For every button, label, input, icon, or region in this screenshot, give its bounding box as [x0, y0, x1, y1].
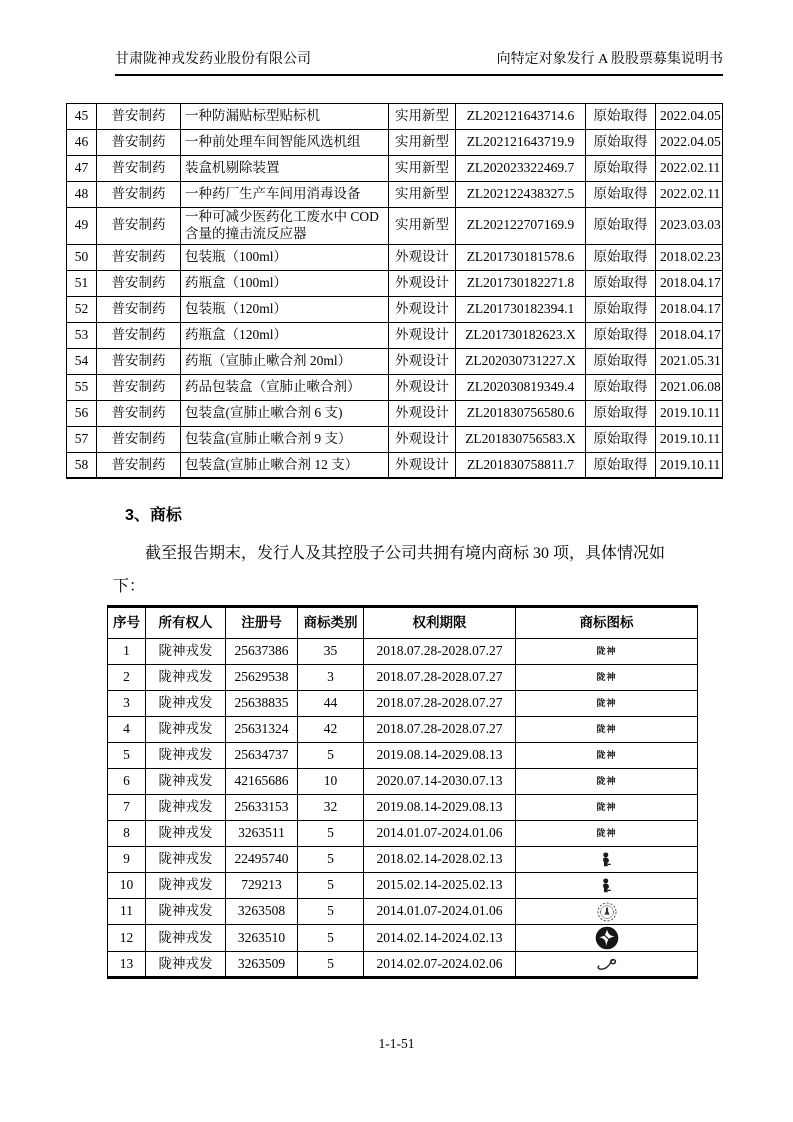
trademark-period: 2014.01.07-2024.01.06 [364, 899, 516, 925]
patent-no: 50 [67, 244, 97, 270]
trademark-reg-number: 42165686 [226, 769, 298, 795]
patent-grant-date: 2021.06.08 [656, 374, 723, 400]
trademark-table-row [108, 717, 698, 743]
trademark-reg-number: 729213 [226, 873, 298, 899]
trademark-period: 2015.02.14-2025.02.13 [364, 873, 516, 899]
patent-owner: 普安制药 [97, 452, 181, 478]
patent-grant-date: 2019.10.11 [656, 400, 723, 426]
figure-seal-icon [601, 878, 612, 893]
trademark-owner: 陇神戎发 [146, 639, 226, 665]
patent-grant-date: 2018.04.17 [656, 322, 723, 348]
patent-number: ZL201830756580.6 [456, 400, 586, 426]
trademark-no: 12 [108, 925, 146, 952]
patent-number: ZL201730182623.X [456, 322, 586, 348]
patent-acquire-method: 原始取得 [586, 426, 656, 452]
trademark-no: 5 [108, 743, 146, 769]
trademark-table-row [108, 925, 698, 952]
patent-table-row [67, 322, 723, 348]
patent-acquire-method: 原始取得 [586, 296, 656, 322]
trademark-period: 2014.02.14-2024.02.13 [364, 925, 516, 952]
patent-owner: 普安制药 [97, 156, 181, 182]
trademark-image-cell [516, 873, 698, 899]
patent-name: 一种防漏贴标型贴标机 [181, 104, 389, 130]
trademark-owner: 陇神戎发 [146, 952, 226, 978]
patent-no: 52 [67, 296, 97, 322]
patent-name: 一种前处理车间智能风选机组 [181, 130, 389, 156]
trademark-owner: 陇神戎发 [146, 691, 226, 717]
patent-table-row [67, 104, 723, 130]
paragraph-line-2: 下： [113, 578, 146, 595]
longshen-wordmark-icon: 陇神 [596, 724, 617, 735]
patent-type: 外观设计 [389, 426, 456, 452]
patent-number: ZL202121643719.9 [456, 130, 586, 156]
trademark-table-row [108, 899, 698, 925]
patent-grant-date: 2019.10.11 [656, 426, 723, 452]
trademark-period: 2018.07.28-2028.07.27 [364, 717, 516, 743]
trademark-class: 5 [298, 873, 364, 899]
patent-type: 外观设计 [389, 322, 456, 348]
patent-owner: 普安制药 [97, 374, 181, 400]
longshen-wordmark-icon: 陇神 [596, 646, 617, 657]
trademark-image-cell [516, 925, 698, 952]
trademark-class: 5 [298, 925, 364, 952]
trademark-owner: 陇神戎发 [146, 743, 226, 769]
patent-table-row [67, 374, 723, 400]
patent-grant-date: 2022.04.05 [656, 130, 723, 156]
patent-owner: 普安制药 [97, 130, 181, 156]
trademark-no: 11 [108, 899, 146, 925]
patent-type: 实用新型 [389, 156, 456, 182]
patent-name: 包装盒(宣肺止嗽合剂 12 支） [181, 452, 389, 478]
longshen-wordmark-icon: 陇神 [596, 802, 617, 813]
trademark-table-row [108, 821, 698, 847]
patent-type: 外观设计 [389, 244, 456, 270]
patent-name: 包装瓶（120ml） [181, 296, 389, 322]
trademark-reg-number: 3263509 [226, 952, 298, 978]
trademark-image-cell [516, 769, 698, 795]
trademark-no: 13 [108, 952, 146, 978]
patent-owner: 普安制药 [97, 270, 181, 296]
patent-name: 包装瓶（100ml） [181, 244, 389, 270]
trademark-period: 2014.02.07-2024.02.06 [364, 952, 516, 978]
trademark-table-row [108, 873, 698, 899]
trademark-no: 7 [108, 795, 146, 821]
trademark-class: 44 [298, 691, 364, 717]
patent-number: ZL201730182271.8 [456, 270, 586, 296]
trademark-reg-number: 3263511 [226, 821, 298, 847]
patent-table-row [67, 296, 723, 322]
patent-table-row [67, 452, 723, 478]
patent-owner: 普安制药 [97, 182, 181, 208]
patent-name: 药品包装盒（宣肺止嗽合剂） [181, 374, 389, 400]
round-emblem-icon [597, 902, 617, 922]
paragraph-line-1: 截至报告期末，发行人及其控股子公司共拥有境内商标 30 项，具体情况如 [145, 545, 666, 562]
patent-name: 包装盒(宣肺止嗽合剂 9 支） [181, 426, 389, 452]
trademark-image-cell [516, 795, 698, 821]
figure-seal-icon [601, 852, 612, 867]
patent-number: ZL202030819349.4 [456, 374, 586, 400]
patent-name: 药瓶盒（120ml） [181, 322, 389, 348]
trademark-reg-number: 3263510 [226, 925, 298, 952]
patent-number: ZL201730182394.1 [456, 296, 586, 322]
black-disc-mark-icon [595, 926, 619, 950]
patent-type: 外观设计 [389, 296, 456, 322]
patent-number: ZL202023322469.7 [456, 156, 586, 182]
trademark-class: 5 [298, 743, 364, 769]
patent-grant-date: 2018.02.23 [656, 244, 723, 270]
trademark-no: 6 [108, 769, 146, 795]
trademark-reg-number: 25633153 [226, 795, 298, 821]
trademark-table-row [108, 743, 698, 769]
trademark-owner: 陇神戎发 [146, 821, 226, 847]
trademark-table-row [108, 769, 698, 795]
patent-table-row [67, 130, 723, 156]
longshen-wordmark-icon: 陇神 [596, 828, 617, 839]
trademark-no: 8 [108, 821, 146, 847]
col-header-no: 序号 [108, 607, 146, 639]
trademark-period: 2018.02.14-2028.02.13 [364, 847, 516, 873]
trademark-class: 5 [298, 847, 364, 873]
patent-table-row [67, 348, 723, 374]
col-header-reg-number: 注册号 [226, 607, 298, 639]
patent-grant-date: 2019.10.11 [656, 452, 723, 478]
calligraphic-swirl-icon [596, 957, 617, 971]
trademark-image-cell [516, 899, 698, 925]
page-number: 1-1-51 [378, 1036, 415, 1051]
trademark-owner: 陇神戎发 [146, 873, 226, 899]
patent-table-row [67, 426, 723, 452]
patent-no: 49 [67, 208, 97, 245]
patent-number: ZL202030731227.X [456, 348, 586, 374]
trademark-image-cell [516, 821, 698, 847]
patent-grant-date: 2022.04.05 [656, 104, 723, 130]
patent-no: 57 [67, 426, 97, 452]
patent-no: 47 [67, 156, 97, 182]
trademark-period: 2018.07.28-2028.07.27 [364, 665, 516, 691]
trademark-image-cell [516, 639, 698, 665]
patent-owner: 普安制药 [97, 104, 181, 130]
patent-type: 实用新型 [389, 130, 456, 156]
trademark-no: 9 [108, 847, 146, 873]
trademark-table-row [108, 691, 698, 717]
trademark-class: 10 [298, 769, 364, 795]
trademark-image-cell [516, 952, 698, 978]
trademark-class: 32 [298, 795, 364, 821]
trademark-owner: 陇神戎发 [146, 717, 226, 743]
patent-table-row [67, 156, 723, 182]
trademark-table-row [108, 665, 698, 691]
trademark-table-row [108, 795, 698, 821]
patent-grant-date: 2021.05.31 [656, 348, 723, 374]
patent-no: 46 [67, 130, 97, 156]
patent-acquire-method: 原始取得 [586, 270, 656, 296]
trademark-class: 42 [298, 717, 364, 743]
patent-type: 外观设计 [389, 348, 456, 374]
patent-number: ZL202122707169.9 [456, 208, 586, 245]
longshen-wordmark-icon: 陇神 [596, 698, 617, 709]
trademark-table-row [108, 639, 698, 665]
trademark-owner: 陇神戎发 [146, 795, 226, 821]
trademark-no: 2 [108, 665, 146, 691]
trademark-table [107, 605, 698, 979]
trademark-class: 5 [298, 821, 364, 847]
trademark-reg-number: 25631324 [226, 717, 298, 743]
trademark-no: 4 [108, 717, 146, 743]
patent-no: 55 [67, 374, 97, 400]
trademark-reg-number: 3263508 [226, 899, 298, 925]
patent-name: 装盒机剔除装置 [181, 156, 389, 182]
trademark-owner: 陇神戎发 [146, 665, 226, 691]
patent-grant-date: 2022.02.11 [656, 182, 723, 208]
trademark-owner: 陇神戎发 [146, 925, 226, 952]
patent-number: ZL202122438327.5 [456, 182, 586, 208]
patent-grant-date: 2018.04.17 [656, 296, 723, 322]
trademark-reg-number: 25638835 [226, 691, 298, 717]
trademark-owner: 陇神戎发 [146, 899, 226, 925]
header-company-name: 甘肃陇神戎发药业股份有限公司 [115, 52, 311, 67]
trademark-class: 5 [298, 952, 364, 978]
patent-number: ZL201730181578.6 [456, 244, 586, 270]
header-doc-title: 向特定对象发行 A 股股票募集说明书 [496, 52, 723, 67]
patent-type: 实用新型 [389, 104, 456, 130]
patent-no: 48 [67, 182, 97, 208]
patent-acquire-method: 原始取得 [586, 348, 656, 374]
trademark-reg-number: 22495740 [226, 847, 298, 873]
trademark-period: 2019.08.14-2029.08.13 [364, 795, 516, 821]
trademark-class: 5 [298, 899, 364, 925]
patent-grant-date: 2022.02.11 [656, 156, 723, 182]
patent-no: 51 [67, 270, 97, 296]
patent-type: 外观设计 [389, 400, 456, 426]
patent-no: 56 [67, 400, 97, 426]
patent-no: 45 [67, 104, 97, 130]
patent-type: 实用新型 [389, 182, 456, 208]
col-header-owner: 所有权人 [146, 607, 226, 639]
trademark-image-cell [516, 847, 698, 873]
patent-name: 包装盒(宣肺止嗽合剂 6 支) [181, 400, 389, 426]
patent-grant-date: 2018.04.17 [656, 270, 723, 296]
patent-acquire-method: 原始取得 [586, 322, 656, 348]
trademark-image-cell [516, 691, 698, 717]
patent-owner: 普安制药 [97, 244, 181, 270]
patent-number: ZL201830756583.X [456, 426, 586, 452]
trademark-no: 10 [108, 873, 146, 899]
patent-number: ZL202121643714.6 [456, 104, 586, 130]
trademark-reg-number: 25629538 [226, 665, 298, 691]
patent-owner: 普安制药 [97, 348, 181, 374]
trademark-no: 3 [108, 691, 146, 717]
page-header [115, 48, 723, 76]
trademark-class: 35 [298, 639, 364, 665]
longshen-wordmark-icon: 陇神 [596, 672, 617, 683]
patent-table-row [67, 244, 723, 270]
patent-acquire-method: 原始取得 [586, 374, 656, 400]
trademark-period: 2018.07.28-2028.07.27 [364, 639, 516, 665]
trademark-reg-number: 25634737 [226, 743, 298, 769]
patent-no: 54 [67, 348, 97, 374]
patent-type: 外观设计 [389, 374, 456, 400]
patent-name: 药瓶盒（100ml） [181, 270, 389, 296]
patent-table-row [67, 400, 723, 426]
patent-grant-date: 2023.03.03 [656, 208, 723, 245]
patent-name: 一种药厂生产车间用消毒设备 [181, 182, 389, 208]
trademark-image-cell [516, 743, 698, 769]
trademark-period: 2020.07.14-2030.07.13 [364, 769, 516, 795]
longshen-wordmark-icon: 陇神 [596, 776, 617, 787]
trademark-period: 2019.08.14-2029.08.13 [364, 743, 516, 769]
patent-type: 实用新型 [389, 208, 456, 245]
trademark-no: 1 [108, 639, 146, 665]
trademark-image-cell [516, 665, 698, 691]
patent-owner: 普安制药 [97, 296, 181, 322]
trademark-owner: 陇神戎发 [146, 847, 226, 873]
trademark-image-cell [516, 717, 698, 743]
patent-no: 58 [67, 452, 97, 478]
trademark-table-row [108, 847, 698, 873]
trademark-period: 2014.01.07-2024.01.06 [364, 821, 516, 847]
col-header-mark-image: 商标图标 [516, 607, 698, 639]
patent-name: 药瓶（宣肺止嗽合剂 20ml） [181, 348, 389, 374]
patent-owner: 普安制药 [97, 322, 181, 348]
patent-acquire-method: 原始取得 [586, 104, 656, 130]
patent-table-row [67, 208, 723, 245]
patent-table-row [67, 182, 723, 208]
patent-acquire-method: 原始取得 [586, 182, 656, 208]
patent-owner: 普安制药 [97, 426, 181, 452]
col-header-class: 商标类别 [298, 607, 364, 639]
patent-acquire-method: 原始取得 [586, 400, 656, 426]
patent-no: 53 [67, 322, 97, 348]
trademark-owner: 陇神戎发 [146, 769, 226, 795]
patent-name: 一种可减少医药化工废水中 COD 含量的撞击流反应器 [181, 208, 389, 245]
patent-acquire-method: 原始取得 [586, 130, 656, 156]
trademark-table-header-row [108, 607, 698, 639]
patent-acquire-method: 原始取得 [586, 156, 656, 182]
patent-type: 外观设计 [389, 452, 456, 478]
patent-acquire-method: 原始取得 [586, 452, 656, 478]
patent-table-row [67, 270, 723, 296]
patent-table [66, 103, 723, 479]
patent-acquire-method: 原始取得 [586, 244, 656, 270]
section-heading: 3、商标 [125, 507, 182, 524]
patent-owner: 普安制药 [97, 400, 181, 426]
patent-type: 外观设计 [389, 270, 456, 296]
trademark-period: 2018.07.28-2028.07.27 [364, 691, 516, 717]
longshen-wordmark-icon: 陇神 [596, 750, 617, 761]
trademark-table-row [108, 952, 698, 978]
trademark-class: 3 [298, 665, 364, 691]
patent-number: ZL201830758811.7 [456, 452, 586, 478]
patent-owner: 普安制药 [97, 208, 181, 245]
col-header-period: 权利期限 [364, 607, 516, 639]
patent-acquire-method: 原始取得 [586, 208, 656, 245]
trademark-reg-number: 25637386 [226, 639, 298, 665]
